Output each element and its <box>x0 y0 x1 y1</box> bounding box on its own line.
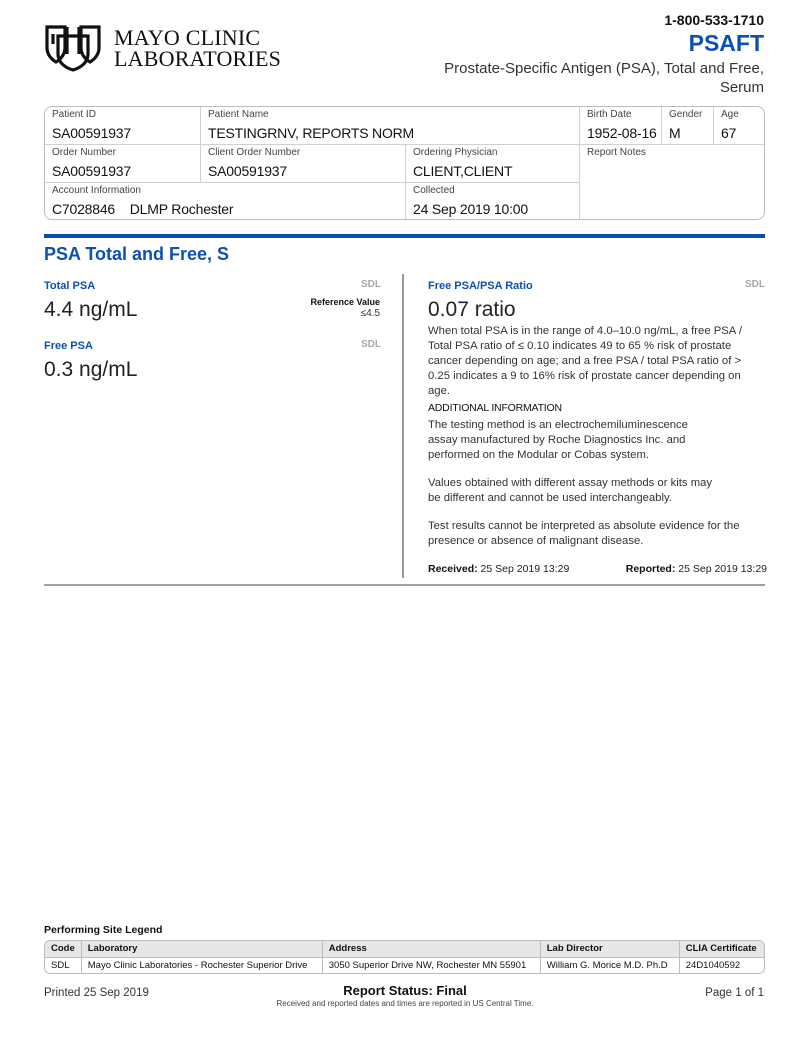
legend-code: SDL <box>45 957 81 973</box>
ratio-site: SDL <box>745 279 765 290</box>
collected-cell <box>406 183 580 219</box>
test-name: Prostate-Specific Antigen (PSA), Total and Free, Serum <box>444 60 764 96</box>
collected-label: Collected <box>413 185 455 196</box>
report-notes-label: Report Notes <box>587 147 646 158</box>
total-psa-label: Total PSA <box>44 280 96 292</box>
birth-date-cell <box>580 107 662 145</box>
test-code: PSAFT <box>688 30 764 56</box>
patient-name-value: TESTINGRNV, REPORTS NORM <box>208 125 415 141</box>
report-status <box>200 983 610 1008</box>
client-order-number-label: Client Order Number <box>208 147 301 158</box>
legend-header-row <box>45 941 764 957</box>
legend-table <box>45 941 764 973</box>
printed-date: Printed 25 Sep 2019 <box>44 987 149 999</box>
order-number-label: Order Number <box>52 147 116 158</box>
patient-info-grid <box>44 106 765 220</box>
reported-label: Reported: <box>625 563 676 575</box>
received-value: 25 Sep 2019 13:29 <box>480 563 570 575</box>
section-divider <box>44 234 765 238</box>
patient-id-cell <box>45 107 201 145</box>
section-bottom-divider <box>44 584 765 586</box>
age-label: Age <box>721 109 739 120</box>
timezone-note: Received and reported dates and times are reported in US Central Time. <box>276 999 534 1008</box>
patient-id-value: SA00591937 <box>52 125 131 141</box>
gender-cell <box>662 107 714 145</box>
order-number-cell <box>45 145 201 183</box>
report-status-text: Report Status: Final <box>343 983 467 998</box>
reference-value-label: Reference Value <box>310 297 380 307</box>
birth-date-value: 1952-08-16 <box>587 125 657 141</box>
free-psa-value: 0.3 ng/mL <box>44 358 138 381</box>
gender-label: Gender <box>669 109 703 120</box>
logo-wordmark <box>114 27 281 69</box>
legend-lab-director: William G. Morice M.D. Ph.D <box>540 957 679 973</box>
birth-date-label: Birth Date <box>587 109 632 120</box>
patient-id-label: Patient ID <box>52 109 96 120</box>
account-information-value: C7028846 DLMP Rochester <box>52 201 234 217</box>
total-psa-value: 4.4 ng/mL <box>44 298 138 321</box>
free-psa-site: SDL <box>361 339 381 350</box>
legend-col-lab-director: Lab Director <box>540 941 679 957</box>
patient-name-label: Patient Name <box>208 109 269 120</box>
received-label: Received: <box>428 563 478 575</box>
collected-value: 24 Sep 2019 10:00 <box>413 201 528 217</box>
total-psa-site: SDL <box>361 279 381 290</box>
legend-laboratory: Mayo Clinic Laboratories - Rochester Superior Drive <box>81 957 322 973</box>
reference-value: ≤4.5 <box>360 308 380 319</box>
logo-line-1: MAYO CLINIC <box>114 25 261 50</box>
account-information-label: Account Information <box>52 185 141 196</box>
additional-info-2: Values obtained with different assay methods or kits may be different and cannot be used interchangeably. <box>428 477 713 504</box>
legend-col-laboratory: Laboratory <box>81 941 322 957</box>
mayo-clinic-logo <box>44 24 281 72</box>
legend-title: Performing Site Legend <box>44 924 163 936</box>
legend-col-address: Address <box>322 941 540 957</box>
legend-row <box>45 957 764 973</box>
patient-name-cell <box>201 107 580 145</box>
legend-clia: 24D1040592 <box>685 959 741 971</box>
legend-col-code: Code <box>45 941 81 957</box>
reported-value: 25 Sep 2019 13:29 <box>678 563 767 575</box>
performing-site-legend <box>44 940 765 974</box>
phone-number: 1-800-533-1710 <box>664 12 764 28</box>
column-divider <box>402 274 404 578</box>
section-title: PSA Total and Free, S <box>44 244 230 264</box>
page-number: Page 1 of 1 <box>705 987 764 999</box>
report-notes-cell <box>580 145 764 219</box>
legend-col-clia: CLIA Certificate <box>679 941 764 957</box>
free-psa-label: Free PSA <box>44 340 93 352</box>
received-date <box>428 563 569 575</box>
additional-info-1: The testing method is an electrochemiluminescence assay manufactured by Roche Diagnostics Inc. and performed on the Modular or Cobas system. <box>428 419 688 461</box>
account-information-cell <box>45 183 406 219</box>
ratio-label: Free PSA/PSA Ratio <box>428 280 533 292</box>
client-order-number-cell <box>201 145 406 183</box>
age-value: 67 <box>721 125 737 141</box>
ratio-value: 0.07 ratio <box>428 298 516 321</box>
client-order-number-value: SA00591937 <box>208 163 287 179</box>
reported-date <box>626 563 767 575</box>
ordering-physician-value: CLIENT,CLIENT <box>413 163 513 179</box>
ordering-physician-label: Ordering Physician <box>413 147 498 158</box>
legend-address: 3050 Superior Drive NW, Rochester MN 55901 <box>322 957 540 973</box>
logo-line-2: LABORATORIES <box>114 46 282 71</box>
ratio-interpretation: When total PSA is in the range of 4.0–10.0 ng/mL, a free PSA / Total PSA ratio of ≤ 0.10 indicates 49 to 65 % risk of prostate cancer depending on age; and a free PSA / total PSA ratio of > 0.25 indicates a 9 to 16% risk of prostate cancer depending on age. <box>428 325 742 397</box>
ordering-physician-cell <box>406 145 580 183</box>
age-cell <box>714 107 764 145</box>
gender-value: M <box>669 125 681 141</box>
mayo-shield-icon <box>44 24 102 72</box>
additional-info-3: Test results cannot be interpreted as absolute evidence for the presence or absence of malignant disease. <box>428 520 740 547</box>
additional-info-heading: ADDITIONAL INFORMATION <box>428 402 562 414</box>
order-number-value: SA00591937 <box>52 163 131 179</box>
report-header-info <box>424 12 764 97</box>
